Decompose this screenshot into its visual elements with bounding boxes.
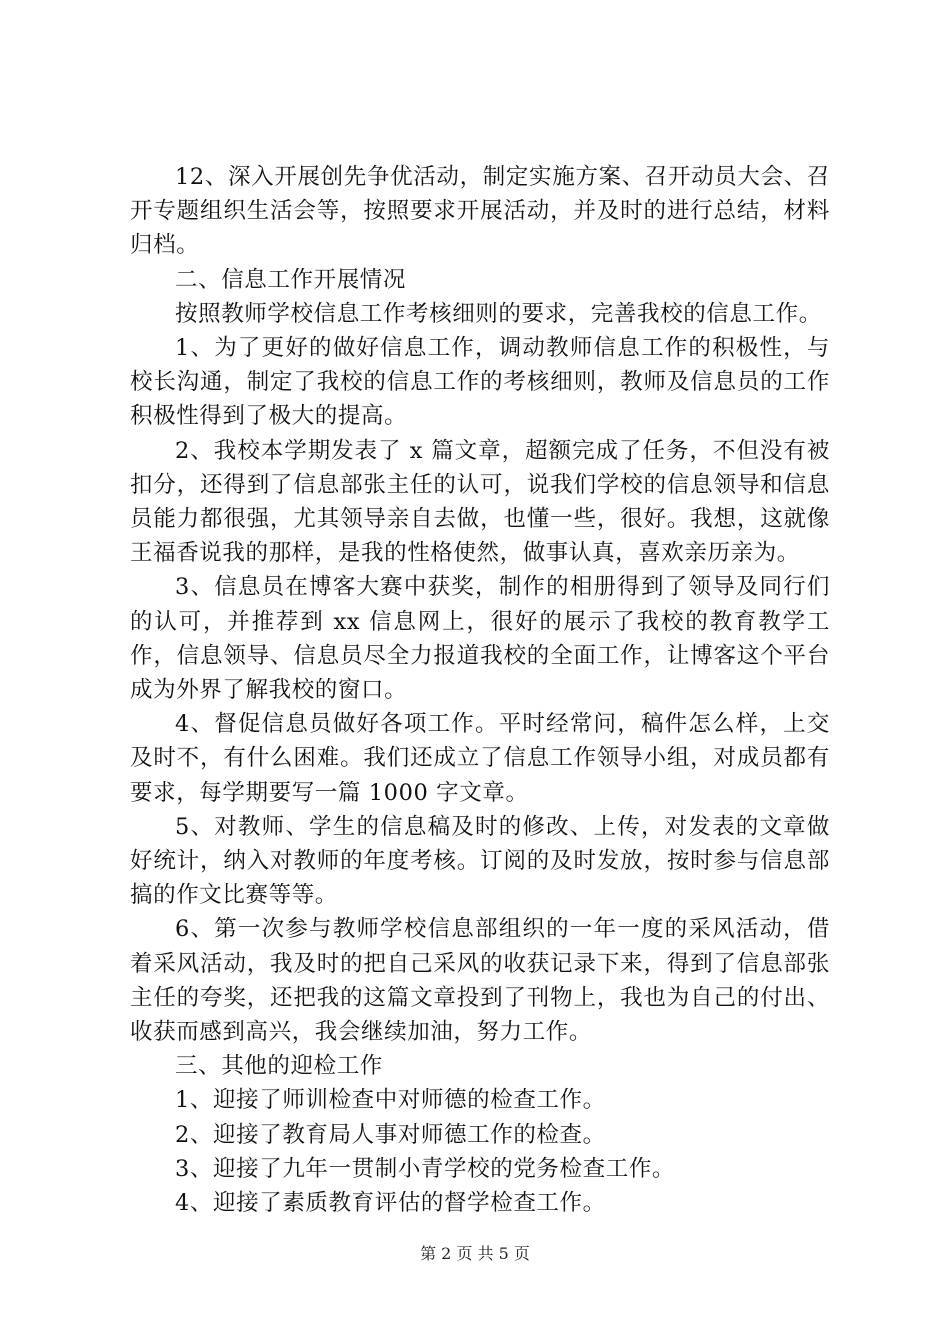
paragraph-info-item-2: 2、我校本学期发表了 x 篇文章，超额完成了任务，不但没有被扣分，还得到了信息部张主任的认可，说我们学校的信息领导和信息员能力都很强，尤其领导亲自去做，也懂一些，很好。我想，这就像王福香说我的那样，是我的性格使然，做事认真，喜欢亲历亲为。	[130, 437, 830, 567]
document-body	[130, 160, 830, 1220]
inspection-item-4: 4、迎接了素质教育评估的督学检查工作。	[175, 1190, 606, 1217]
paragraph-info-item-3: 3、信息员在博客大赛中获奖，制作的相册得到了领导及同行们的认可，并推荐到 xx 信息网上，很好的展示了我校的教育教学工作，信息领导、信息员尽全力报道我校的全面工作，让博客这个平台成为外界了解我校的窗口。	[130, 574, 830, 704]
paragraph-info-item-4: 4、督促信息员做好各项工作。平时经常问，稿件怎么样，上交及时不，有什么困难。我们还成立了信息工作领导小组，对成员都有要求，每学期要写一篇 1000 字文章。	[130, 711, 830, 806]
paragraph-info-item-6: 6、第一次参与教师学校信息部组织的一年一度的采风活动，借着采风活动，我及时的把自己采风的收获记录下来，得到了信息部张主任的夸奖，还把我的这篇文章投到了刊物上，我也为自己的付出、收获而感到高兴，我会继续加油，努力工作。	[130, 916, 830, 1046]
section-heading-info-work: 二、信息工作开展情况	[175, 266, 407, 293]
paragraph-info-intro: 按照教师学校信息工作考核细则的要求，完善我校的信息工作。	[175, 300, 822, 327]
section-heading-inspections: 三、其他的迎检工作	[175, 1053, 383, 1080]
inspection-item-1: 1、迎接了师训检查中对师德的检查工作。	[175, 1087, 606, 1114]
page-number-footer: 第 2 页 共 5 页	[420, 1244, 530, 1263]
paragraph-item-12: 12、深入开展创先争优活动，制定实施方案、召开动员大会、召开专题组织生活会等，按照要求开展活动，并及时的进行总结，材料归档。	[130, 164, 830, 259]
inspection-item-3: 3、迎接了九年一贯制小青学校的党务检查工作。	[175, 1155, 676, 1182]
paragraph-info-item-5: 5、对教师、学生的信息稿及时的修改、上传，对发表的文章做好统计，纳入对教师的年度考核。订阅的及时发放，按时参与信息部搞的作文比赛等等。	[130, 813, 830, 909]
paragraph-info-item-1: 1、为了更好的做好信息工作，调动教师信息工作的积极性，与校长沟通，制定了我校的信息工作的考核细则，教师及信息员的工作积极性得到了极大的提高。	[130, 335, 830, 430]
inspection-item-2: 2、迎接了教育局人事对师德工作的检查。	[175, 1121, 606, 1148]
